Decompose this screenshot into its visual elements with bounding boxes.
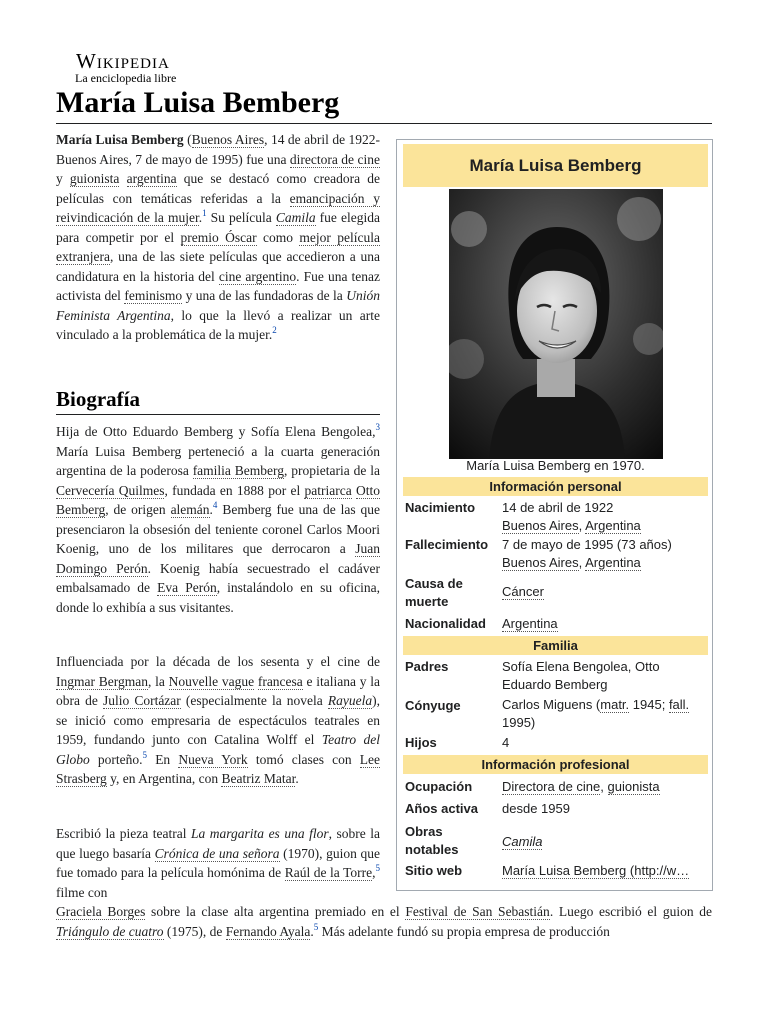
biografia-paragraph-3-continued: Graciela Borges sobre la clase alta argentina premiado en el Festival de San Sebastián. Luego escribió el guion de Triángulo de cuatro (1975), de Fernando Ayala.$^5$ Más adelante fundó su propia empresa de producción [56, 904, 712, 939]
link-cerveceria-quilmes[interactable]: Cervecería Quilmes [56, 482, 165, 498]
link-cine-argentino[interactable]: cine argentino [218, 268, 297, 284]
value-hijos: 4 [502, 735, 510, 750]
value-nacimiento: 14 de abril de 1922 Buenos Aires, Argentina [502, 500, 641, 533]
infobox-title: María Luisa Bemberg [403, 144, 708, 187]
intro-subject: María Luisa Bemberg [56, 132, 184, 147]
link-nueva-york[interactable]: Nueva York [178, 751, 248, 767]
abbr-fallecimiento[interactable]: fall. [668, 697, 690, 712]
intro-paragraph: María Luisa Bemberg (Buenos Aires, 14 de abril de 1922-Buenos Aires, 7 de mayo de 1995) fue una directora de cine y guionista argentina que se destacó como creadora de películas con temáticas referidas a la emancipación y reivindicación de la mujer.$^1$ Su película Camila fue elegida para competir por el premio Óscar como mejor película extranjera, una de las siete películas que accedieron a una candidatura en la historia del cine argentino. Fue una tenaz activista del feminismo y una de las fundadoras de la Unión Feminista Argentina, lo que la llevó a realizar un arte vinculado a la problemática de la mujer.$^2$ [56, 132, 381, 342]
label-conyuge: Cónyuge [405, 698, 461, 713]
biografia-paragraph-1: Hija de Otto Eduardo Bemberg y Sofía Elena Bengolea,$^3$ María Luisa Bemberg perteneció a la cuarta generación argentina de la poderosa familia Bemberg, propietaria de la Cervecería Quilmes, fundada en 1888 por el patriarca Otto Bemberg, de origen alemán.$^4$ Bemberg fue una de las que presenciaron la obsesión del teniente coronel Carlos Moori Koenig, uno de los militares que derrocaron a Juan Domingo Perón. Koenig había secuestrado el cadáver embalsamado de Eva Perón, instalándolo en su oficina, donde lo exhibía a sus visitantes. [56, 422, 381, 615]
section-divider [56, 414, 380, 415]
link-feminismo[interactable]: feminismo [124, 288, 183, 303]
label-nacionalidad: Nacionalidad [405, 616, 486, 631]
ref-5b[interactable]: 5 [375, 863, 380, 873]
ref-5[interactable]: 5 [142, 749, 148, 760]
link-mejor-pelicula-extranjera[interactable]: mejor película extranjera [56, 229, 380, 264]
logo-subtitle: La enciclopedia libre [75, 71, 177, 85]
link-argentina[interactable]: argentina [126, 171, 177, 186]
link-festival-san-sebastian[interactable]: Festival de San Sebastián [405, 904, 550, 919]
value-anos-activa: desde 1959 [502, 801, 570, 816]
label-ocupacion: Ocupación [405, 779, 473, 794]
link-nacimiento-pais[interactable]: Argentina [585, 518, 641, 533]
link-directora-de-cine[interactable]: directora de cine [289, 151, 380, 167]
value-obras-notables [502, 833, 707, 851]
ref-5c[interactable]: 5 [313, 921, 319, 932]
value-sitio-web [502, 862, 707, 880]
link-emancipacion[interactable]: emancipación y reivindicación de la mujer [56, 190, 381, 225]
link-buenos-aires[interactable]: Buenos Aires [191, 132, 265, 147]
link-aleman[interactable]: alemán [170, 502, 210, 517]
link-ingmar-bergman[interactable]: Ingmar Bergman [56, 673, 148, 689]
link-fernando-ayala[interactable]: Fernando Ayala [225, 923, 311, 939]
link-juan-domingo-peron[interactable]: Juan Domingo Perón [56, 541, 380, 576]
logo-title: Wikipedia [76, 49, 170, 73]
link-raul-de-la-torre[interactable]: Raúl de la Torre [284, 865, 373, 880]
link-camila[interactable]: Camila [275, 210, 316, 225]
link-camila-infobox[interactable]: Camila [502, 834, 543, 849]
label-fallecimiento: Fallecimiento [405, 537, 489, 552]
wikipedia-logo[interactable] [76, 50, 176, 85]
infobox-section-familia: Familia [403, 636, 708, 655]
link-julio-cortazar[interactable]: Julio Cortázar [102, 693, 181, 708]
label-anos-activa: Años activa [405, 801, 478, 816]
link-cronica-de-una-senora[interactable]: Crónica de una señora [154, 845, 280, 861]
ref-1[interactable]: 1 [202, 208, 207, 218]
link-triangulo-de-cuatro[interactable]: Triángulo de cuatro [56, 923, 164, 939]
link-nacionalidad-argentina[interactable]: Argentina [502, 616, 558, 631]
value-fallecimiento: 7 de mayo de 1995 (73 años) Buenos Aires, Argentina [502, 537, 672, 570]
page-title: María Luisa Bemberg [56, 86, 340, 119]
ref-2[interactable]: 2 [272, 325, 277, 335]
ref-4[interactable]: 4 [212, 500, 218, 510]
ref-3[interactable]: 3 [375, 422, 380, 432]
link-fallecimiento-pais[interactable]: Argentina [585, 555, 641, 570]
portrait-image [449, 189, 663, 459]
label-obras-notables: Obras notables [405, 824, 459, 857]
link-guionista[interactable]: guionista [69, 171, 120, 186]
label-hijos: Hijos [405, 735, 437, 750]
infobox-section-personal: Información personal [403, 477, 708, 496]
link-graciela-borges[interactable]: Graciela Borges [56, 904, 146, 919]
infobox-section-profesional: Información profesional [403, 755, 708, 774]
link-guionista-infobox[interactable]: guionista [607, 779, 660, 794]
link-rayuela[interactable]: Rayuela [327, 693, 373, 708]
link-lee-strasberg[interactable]: Lee Strasberg [56, 751, 381, 786]
biografia-paragraph-2: Influenciada por la década de los sesenta y el cine de Ingmar Bergman, la Nouvelle vague francesa e italiana y la obra de Julio Cortázar (especialmente la novela Rayuela), se inició como empresaria de espectáculos teatrales en 1959, fundando junto con Catalina Wolff el Teatro del Globo porteño.$^5$ En Nueva York tomó clases con Lee Strasberg y, en Argentina, con Beatriz Matar. [56, 654, 381, 786]
value-ocupacion: Directora de cine, guionista [502, 779, 660, 794]
abbr-matrimonio[interactable]: matr. [600, 697, 630, 712]
value-padres: Sofía Elena Bengolea, Otto Eduardo Bemberg [502, 659, 660, 692]
label-padres: Padres [405, 659, 449, 674]
link-directora-de-cine-infobox[interactable]: Directora de cine [502, 779, 601, 794]
link-otto-bemberg[interactable]: Otto Bemberg [56, 482, 380, 517]
link-cancer[interactable]: Cáncer [502, 584, 544, 599]
label-sitio-web: Sitio web [405, 863, 463, 878]
link-beatriz-matar[interactable]: Beatriz Matar [221, 771, 296, 786]
label-causa-de-muerte: Causa de muerte [405, 576, 463, 609]
title-divider [56, 123, 712, 124]
link-nouvelle-vague[interactable]: Nouvelle vague [168, 673, 255, 689]
link-premio-oscar[interactable]: premio Óscar [180, 229, 257, 245]
link-eva-peron[interactable]: Eva Perón [157, 580, 217, 595]
portrait-caption: María Luisa Bemberg en 1970. [466, 458, 645, 473]
link-familia-bemberg[interactable]: familia Bemberg [192, 463, 285, 478]
link-fallecimiento-ciudad[interactable]: Buenos Aires [502, 555, 579, 570]
link-francesa[interactable]: francesa [257, 673, 303, 689]
link-patriarca[interactable]: patriarca [304, 482, 352, 498]
label-nacimiento: Nacimiento [405, 500, 476, 515]
link-sitio-web[interactable]: María Luisa Bemberg (http://w… [502, 863, 690, 878]
value-conyuge: Carlos Miguens (matr. 1945; fall. 1995) [502, 697, 690, 730]
value-nacionalidad [502, 615, 707, 633]
portrait-photo[interactable] [449, 189, 663, 459]
link-nacimiento-ciudad[interactable]: Buenos Aires [502, 518, 579, 533]
biografia-paragraph-3: Escribió la pieza teatral La margarita es una flor, sobre la que luego basaría Crónica de una señora (1970), guion que fue tomado para la película homónima de Raúl de la Torre,$^5$ filme con [56, 826, 381, 900]
value-causa-de-muerte [502, 583, 707, 601]
infobox [396, 139, 713, 891]
section-heading-biografia: Biografía [56, 387, 140, 411]
